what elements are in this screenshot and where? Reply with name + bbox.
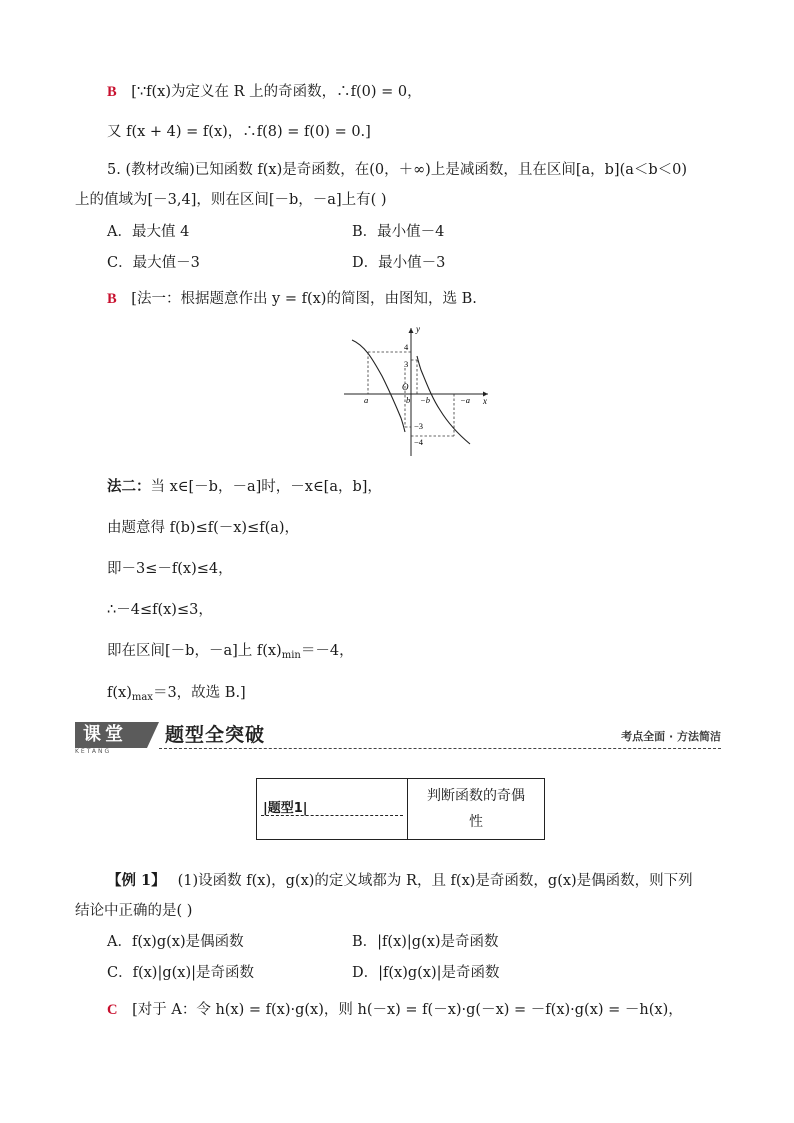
answer-letter: C bbox=[107, 1002, 118, 1018]
example1-line1 bbox=[107, 871, 693, 891]
answer5-method1 bbox=[107, 289, 477, 309]
section-banner bbox=[75, 722, 721, 758]
method2-line1 bbox=[107, 477, 382, 497]
line5-post: ＝－4， bbox=[300, 643, 354, 659]
option-c: C．最大值－3 bbox=[107, 255, 200, 271]
answer-letter: B bbox=[107, 84, 117, 100]
topic-dash bbox=[261, 815, 403, 816]
answer4-line1 bbox=[107, 82, 422, 102]
y-tick-neg3: −3 bbox=[414, 421, 424, 431]
answer-letter: B bbox=[107, 291, 117, 307]
y-tick-3: 3 bbox=[404, 359, 409, 369]
example1-text: (1)设函数 f(x)，g(x)的定义域都为 R，且 f(x)是奇函数，g(x)是偶函数，则下列 bbox=[177, 873, 693, 889]
example-option-a: A．f(x)g(x)是偶函数 bbox=[107, 934, 244, 950]
line5-pre: 即在区间[－b，－a]上 f(x) bbox=[107, 643, 282, 659]
answer4-line2: 又 f(x + 4) = f(x)，∴f(8) = f(0) = 0.] bbox=[107, 124, 371, 140]
banner-pinyin: KETANG bbox=[75, 748, 112, 755]
x-tick-b: b bbox=[406, 395, 411, 405]
example1-answer-text: [对于 A：令 h(x) = f(x)·g(x)，则 h(－x) = f(－x)·g(－x) = －f(x)·g(x) = －h(x)， bbox=[132, 1002, 683, 1018]
origin-label: O bbox=[402, 382, 409, 392]
line6-pre: f(x) bbox=[107, 685, 132, 701]
example-option-c: C．f(x)|g(x)|是奇函数 bbox=[107, 965, 254, 981]
option-b: B．最小值－4 bbox=[352, 224, 445, 240]
y-axis-label: y bbox=[416, 324, 420, 334]
option-d: D．最小值－3 bbox=[352, 255, 446, 271]
option-a: A．最大值 4 bbox=[107, 224, 190, 240]
y-tick-neg4: −4 bbox=[414, 437, 424, 447]
x-tick-a: a bbox=[364, 395, 369, 405]
method2-label: 法二： bbox=[107, 478, 151, 495]
y-axis-arrow bbox=[409, 328, 414, 333]
example1-answer bbox=[107, 1000, 683, 1020]
example-label: 【例 1】 bbox=[107, 872, 166, 889]
method2-text: 当 x∈[－b，－a]时，－x∈[a，b]， bbox=[150, 479, 382, 495]
topic-title bbox=[408, 779, 544, 843]
topic-label: |题型1| bbox=[263, 801, 308, 816]
example-option-d: D．|f(x)g(x)|是奇函数 bbox=[352, 965, 500, 981]
line5-sub: min bbox=[281, 650, 301, 661]
example-option-b: B．|f(x)|g(x)是奇函数 bbox=[352, 934, 499, 950]
banner-notch bbox=[147, 722, 159, 748]
banner-title: 题型全突破 bbox=[165, 724, 266, 746]
example1-line2: 结论中正确的是( ) bbox=[75, 903, 193, 919]
line6-sub: max bbox=[131, 692, 153, 703]
method2-line5 bbox=[107, 641, 354, 666]
line6-post: ＝3，故选 B.] bbox=[152, 685, 246, 701]
topic-title-text: 判断函数的奇偶性 bbox=[427, 788, 525, 830]
question5-line2: 上的值域为[－3,4]，则在区间[－b，－a]上有( ) bbox=[75, 192, 387, 208]
left-branch-curve bbox=[352, 340, 405, 432]
x-tick-neg-b: −b bbox=[420, 395, 430, 405]
method2-line6 bbox=[107, 683, 246, 708]
banner-tag: 课堂 bbox=[75, 722, 147, 748]
question5-line1: 5. (教材改编)已知函数 f(x)是奇函数，在(0，＋∞)上是减函数，且在区间[a，b](a＜b＜0) bbox=[107, 162, 688, 178]
banner-divider bbox=[159, 748, 721, 749]
method2-line2: 由题意得 f(b)≤f(－x)≤f(a)， bbox=[107, 520, 300, 536]
banner-right-text: 考点全面 · 方法简洁 bbox=[621, 730, 721, 743]
topic-box bbox=[256, 778, 545, 840]
function-graph bbox=[340, 322, 495, 462]
topic-box-left bbox=[257, 779, 408, 839]
y-tick-4: 4 bbox=[404, 342, 409, 352]
x-tick-neg-a: −a bbox=[460, 395, 470, 405]
method2-line3: 即－3≤－f(x)≤4， bbox=[107, 561, 233, 577]
x-axis-label: x bbox=[483, 396, 487, 406]
method1-text: [法一：根据题意作出 y = f(x)的简图，由图知，选 B. bbox=[131, 291, 477, 307]
answer-text: [∵f(x)为定义在 R 上的奇函数，∴f(0) = 0， bbox=[131, 84, 422, 100]
method2-line4: ∴－4≤f(x)≤3， bbox=[107, 602, 213, 618]
